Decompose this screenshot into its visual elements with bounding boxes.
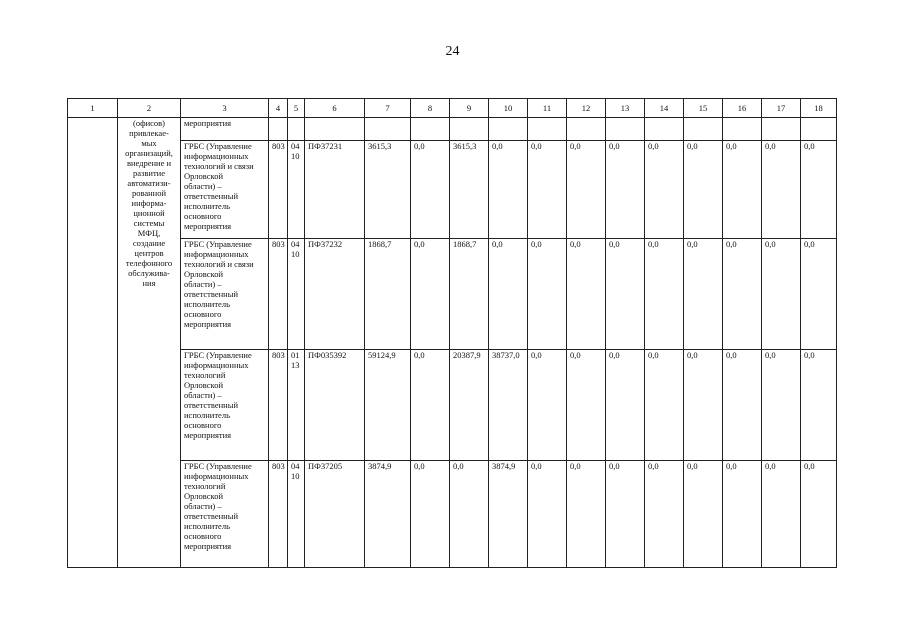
code-cell: 803	[269, 141, 288, 239]
column-header-9: 9	[450, 99, 489, 118]
value-cell-col-17: 0,0	[762, 239, 801, 350]
value-cell-col-13: 0,0	[606, 239, 645, 350]
value-cell-col-10: 38737,0	[489, 350, 528, 461]
value-cell-col-7: 3615,3	[365, 141, 411, 239]
value-cell-col-11: 0,0	[528, 239, 567, 350]
value-cell-col-18: 0,0	[801, 350, 837, 461]
value-cell-col-8: 0,0	[411, 350, 450, 461]
section-cell: 01 13	[288, 350, 305, 461]
column-header-17: 17	[762, 99, 801, 118]
value-cell-col-17: 0,0	[762, 461, 801, 568]
value-cell-col-17: 0,0	[762, 350, 801, 461]
value-cell-col-13: 0,0	[606, 461, 645, 568]
value-cell-col-15: 0,0	[684, 141, 723, 239]
column-header-1: 1	[68, 99, 118, 118]
value-cell-col-10: 3874,9	[489, 461, 528, 568]
value-cell-col-13: 0,0	[606, 350, 645, 461]
value-cell-col-9: 3615,3	[450, 141, 489, 239]
table-row	[68, 118, 837, 141]
value-cell-col-14: 0,0	[645, 141, 684, 239]
column-header-2: 2	[118, 99, 181, 118]
executor-cell: ГРБС (Управление информационных технологий и связи Орловской области) – ответственный исполнитель основного мероприятия	[181, 239, 269, 350]
column-header-7: 7	[365, 99, 411, 118]
target-cell: ПФ035392	[305, 350, 365, 461]
value-cell-col-11: 0,0	[528, 141, 567, 239]
column-header-11: 11	[528, 99, 567, 118]
value-cell-col-7: 1868,7	[365, 239, 411, 350]
executor-cell: ГРБС (Управление информационных технологий Орловской области) – ответственный исполнитель основного мероприятия	[181, 461, 269, 568]
target-cell: ПФ37231	[305, 141, 365, 239]
page-number: 24	[445, 44, 460, 59]
measure-name-cell: (офисов) привлекае- мых организаций, внедрение и развитие автоматизи- рованной информа- ционной системы МФЦ, создание центров телефонного обслужива- ния	[118, 118, 181, 568]
column-header-10: 10	[489, 99, 528, 118]
value-cell-col-18: 0,0	[801, 141, 837, 239]
column-header-12: 12	[567, 99, 606, 118]
value-cell-col-7: 3874,9	[365, 461, 411, 568]
table-row	[68, 461, 837, 568]
value-cell-col-13: 0,0	[606, 141, 645, 239]
program-table	[67, 98, 837, 568]
value-cell-col-12: 0,0	[567, 350, 606, 461]
value-cell-col-10: 0,0	[489, 239, 528, 350]
value-cell-col-12: 0,0	[567, 239, 606, 350]
code-cell: 803	[269, 350, 288, 461]
value-cell-col-9: 0,0	[450, 461, 489, 568]
executor-cell: ГРБС (Управление информационных технологий и связи Орловской области) – ответственный исполнитель основного мероприятия	[181, 141, 269, 239]
code-cell: 803	[269, 461, 288, 568]
section-cell: 04 10	[288, 461, 305, 568]
value-cell-col-8: 0,0	[411, 141, 450, 239]
table-row	[68, 350, 837, 461]
executor-cell: ГРБС (Управление информационных технологий Орловской области) – ответственный исполнитель основного мероприятия	[181, 350, 269, 461]
column-header-4: 4	[269, 99, 288, 118]
value-cell-col-9: 1868,7	[450, 239, 489, 350]
target-cell: ПФ37205	[305, 461, 365, 568]
value-cell-col-15: 0,0	[684, 350, 723, 461]
value-cell-col-7: 59124,9	[365, 350, 411, 461]
value-cell-col-8: 0,0	[411, 239, 450, 350]
column-header-13: 13	[606, 99, 645, 118]
column-header-15: 15	[684, 99, 723, 118]
column-header-5: 5	[288, 99, 305, 118]
value-cell-col-12: 0,0	[567, 141, 606, 239]
column-header-8: 8	[411, 99, 450, 118]
value-cell-col-16: 0,0	[723, 141, 762, 239]
value-cell-col-14: 0,0	[645, 239, 684, 350]
executor-continuation: мероприятия	[181, 118, 269, 141]
value-cell-col-8: 0,0	[411, 461, 450, 568]
code-cell: 803	[269, 239, 288, 350]
target-cell: ПФ37232	[305, 239, 365, 350]
section-cell: 04 10	[288, 141, 305, 239]
value-cell-col-9: 20387,9	[450, 350, 489, 461]
table-row	[68, 239, 837, 350]
value-cell-col-16: 0,0	[723, 461, 762, 568]
value-cell-col-14: 0,0	[645, 461, 684, 568]
value-cell-col-18: 0,0	[801, 461, 837, 568]
section-cell: 04 10	[288, 239, 305, 350]
value-cell-col-10: 0,0	[489, 141, 528, 239]
value-cell-col-12: 0,0	[567, 461, 606, 568]
row-number-cell	[68, 118, 118, 568]
value-cell-col-17: 0,0	[762, 141, 801, 239]
value-cell-col-18: 0,0	[801, 239, 837, 350]
column-header-14: 14	[645, 99, 684, 118]
value-cell-col-11: 0,0	[528, 350, 567, 461]
column-header-3: 3	[181, 99, 269, 118]
value-cell-col-11: 0,0	[528, 461, 567, 568]
column-header-18: 18	[801, 99, 837, 118]
value-cell-col-16: 0,0	[723, 350, 762, 461]
column-header-16: 16	[723, 99, 762, 118]
column-header-6: 6	[305, 99, 365, 118]
value-cell-col-14: 0,0	[645, 350, 684, 461]
header-row	[68, 99, 837, 118]
value-cell-col-15: 0,0	[684, 239, 723, 350]
value-cell-col-15: 0,0	[684, 461, 723, 568]
table-row	[68, 141, 837, 239]
value-cell-col-16: 0,0	[723, 239, 762, 350]
